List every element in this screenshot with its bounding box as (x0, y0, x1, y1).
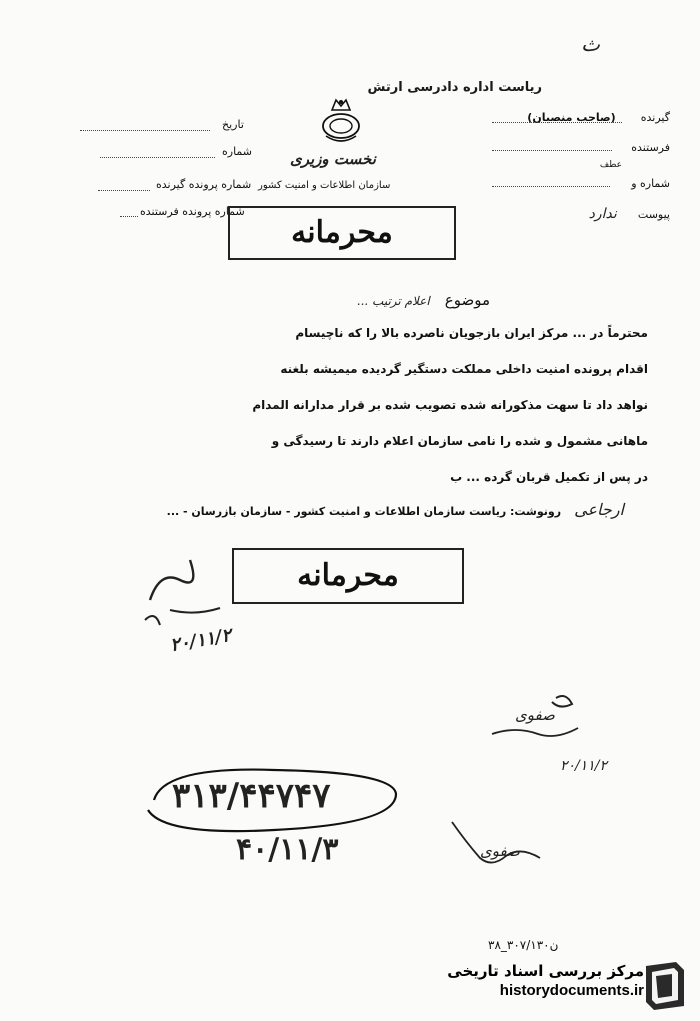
number-dots-right (492, 186, 610, 187)
subject-label: موضوع (444, 291, 490, 309)
registration-number: ۳۱۳/۴۴۷۴۷ (172, 776, 331, 816)
subject-row (200, 290, 490, 309)
handwritten-name-right: صفوی (515, 706, 555, 724)
number-label-right: شماره و (631, 177, 670, 190)
organization-line: سازمان اطلاعات و امنیت کشور (258, 180, 391, 191)
registration-date: ۴۰/۱۱/۳ (236, 832, 339, 867)
number-note: عطف (599, 160, 622, 170)
cc-row (64, 500, 624, 519)
recipient-file-dots (98, 190, 150, 191)
body-line-2: اقدام پرونده امنیت داخلی مملکت دستگیر گردیده میمیشه بلغنه (280, 362, 648, 376)
cc-prefix: ارجاعی (574, 500, 624, 519)
recipient-file-label: شماره پرونده گیرنده (156, 178, 252, 191)
body-line-5: در پس از تکمیل قربان گرده ... ب (450, 470, 648, 484)
attachment-row (470, 203, 670, 223)
date-label: تاریخ (222, 118, 244, 131)
corner-mark: ث (581, 32, 600, 56)
confidential-stamp-bottom: محرمانه (232, 548, 464, 604)
confidential-stamp-top: محرمانه (228, 206, 456, 260)
number-row-right (530, 172, 670, 192)
sender-dots (492, 150, 612, 151)
attachment-label: پیوست (637, 208, 670, 221)
body-line-1: محترماً در ... مرکز ایران بازجویان ناصرده بالا را که ناچیسام (295, 326, 648, 340)
handwritten-date-right: ۲۰/۱۱/۲ (560, 758, 608, 774)
handwritten-date-left: ۲۰/۱۱/۲ (168, 624, 233, 657)
recipient-dots (492, 122, 622, 123)
body-line-4: ماهانی مشمول و شده را نامی سازمان اعلام دارند تا رسیدگی و (271, 434, 648, 448)
attachment-value: ندارد (588, 206, 617, 222)
reference-code: ۳۸_۳۰۷/۱۳۰ن (488, 938, 559, 952)
number-dots-left (100, 157, 215, 158)
archive-url: historydocuments.ir (499, 982, 644, 999)
sender-label: فرستنده (631, 141, 670, 154)
subject-value: اعلام ترتیب ... (356, 294, 430, 308)
sender-row (540, 136, 670, 156)
lion-sun-crown-emblem (318, 96, 364, 146)
archive-title: مرکز بررسی اسناد تاریخی (447, 962, 644, 980)
sender-file-dots (120, 216, 138, 217)
cc-line: رونوشت: ریاست سازمان اطلاعات و امنیت کشور - سازمان بازرسان - ... (166, 505, 562, 518)
sender-file-label: شماره پرونده فرستنده (140, 205, 245, 218)
recipient-value: (صاحب منصبان) (527, 111, 616, 124)
handwritten-name-lower: صفوی (480, 842, 520, 860)
archive-watermark (412, 962, 644, 1006)
recipient-row (370, 106, 670, 126)
handwritten-scribble (140, 540, 250, 630)
number-label-left: شماره (222, 145, 253, 158)
ministry-line: نخست وزیری (290, 150, 376, 168)
recipient-label: گیرنده (640, 111, 670, 124)
archive-logo-icon (640, 960, 688, 1012)
body-line-3: نواهد داد تا سهت مذکورانه شده تصویب شده بر قرار مدارانه المدام (252, 398, 648, 412)
header-title: ریاست اداره دادرسی ارتش (367, 80, 542, 95)
date-dots (80, 130, 210, 131)
